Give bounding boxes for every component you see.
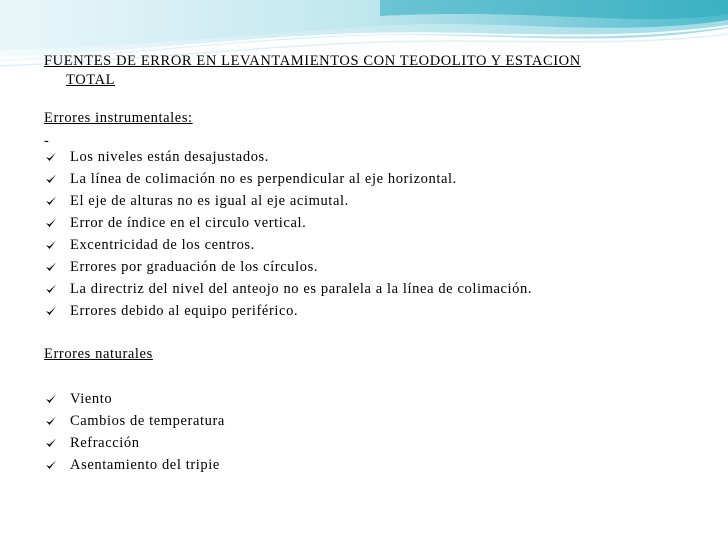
instrumental-errors-list <box>44 146 694 322</box>
dash-marker: - <box>44 133 50 149</box>
checkmark-icon <box>45 459 57 471</box>
list-item-text: Excentricidad de los centros. <box>70 237 255 253</box>
list-item <box>44 256 694 278</box>
checkmark-icon <box>45 415 57 427</box>
list-item-text: La directriz del nivel del anteojo no es paralela a la línea de colimación. <box>70 281 533 297</box>
checkmark-icon <box>45 261 57 273</box>
list-item <box>44 146 694 168</box>
list-item <box>44 454 694 476</box>
list-item <box>44 300 694 322</box>
list-item-text: Refracción <box>70 435 140 451</box>
list-item-text: El eje de alturas no es igual al eje acimutal. <box>70 193 349 209</box>
list-item-text: Asentamiento del tripie <box>70 457 220 473</box>
checkmark-icon <box>45 305 57 317</box>
list-item <box>44 234 694 256</box>
checkmark-icon <box>45 283 57 295</box>
list-item-text: Errores debido al equipo periférico. <box>70 303 299 319</box>
checkmark-icon <box>45 173 57 185</box>
checkmark-icon <box>45 393 57 405</box>
list-item-text: Los niveles están desajustados. <box>70 149 270 165</box>
natural-errors-list <box>44 388 694 476</box>
slide-content <box>44 52 694 476</box>
list-item <box>44 168 694 190</box>
list-item-text: La línea de colimación no es perpendicular al eje horizontal. <box>70 171 457 187</box>
list-item-text: Viento <box>70 391 113 407</box>
list-item <box>44 212 694 234</box>
checkmark-icon <box>45 195 57 207</box>
checkmark-icon <box>45 437 57 449</box>
list-item <box>44 432 694 454</box>
list-item-text: Error de índice en el circulo vertical. <box>70 215 307 231</box>
checkmark-icon <box>45 217 57 229</box>
list-item <box>44 388 694 410</box>
list-item <box>44 190 694 212</box>
section-heading-instrumental: Errores instrumentales: <box>44 110 193 126</box>
list-item <box>44 278 694 300</box>
checkmark-icon <box>45 151 57 163</box>
list-item <box>44 410 694 432</box>
section-heading-natural: Errores naturales <box>44 346 153 362</box>
slide-title <box>44 52 694 90</box>
checkmark-icon <box>45 239 57 251</box>
list-item-text: Cambios de temperatura <box>70 413 225 429</box>
title-line-1: FUENTES DE ERROR EN LEVANTAMIENTOS CON TEODOLITO Y ESTACION <box>44 53 581 69</box>
list-item-text: Errores por graduación de los círculos. <box>70 259 319 275</box>
title-line-2: TOTAL <box>66 72 116 88</box>
